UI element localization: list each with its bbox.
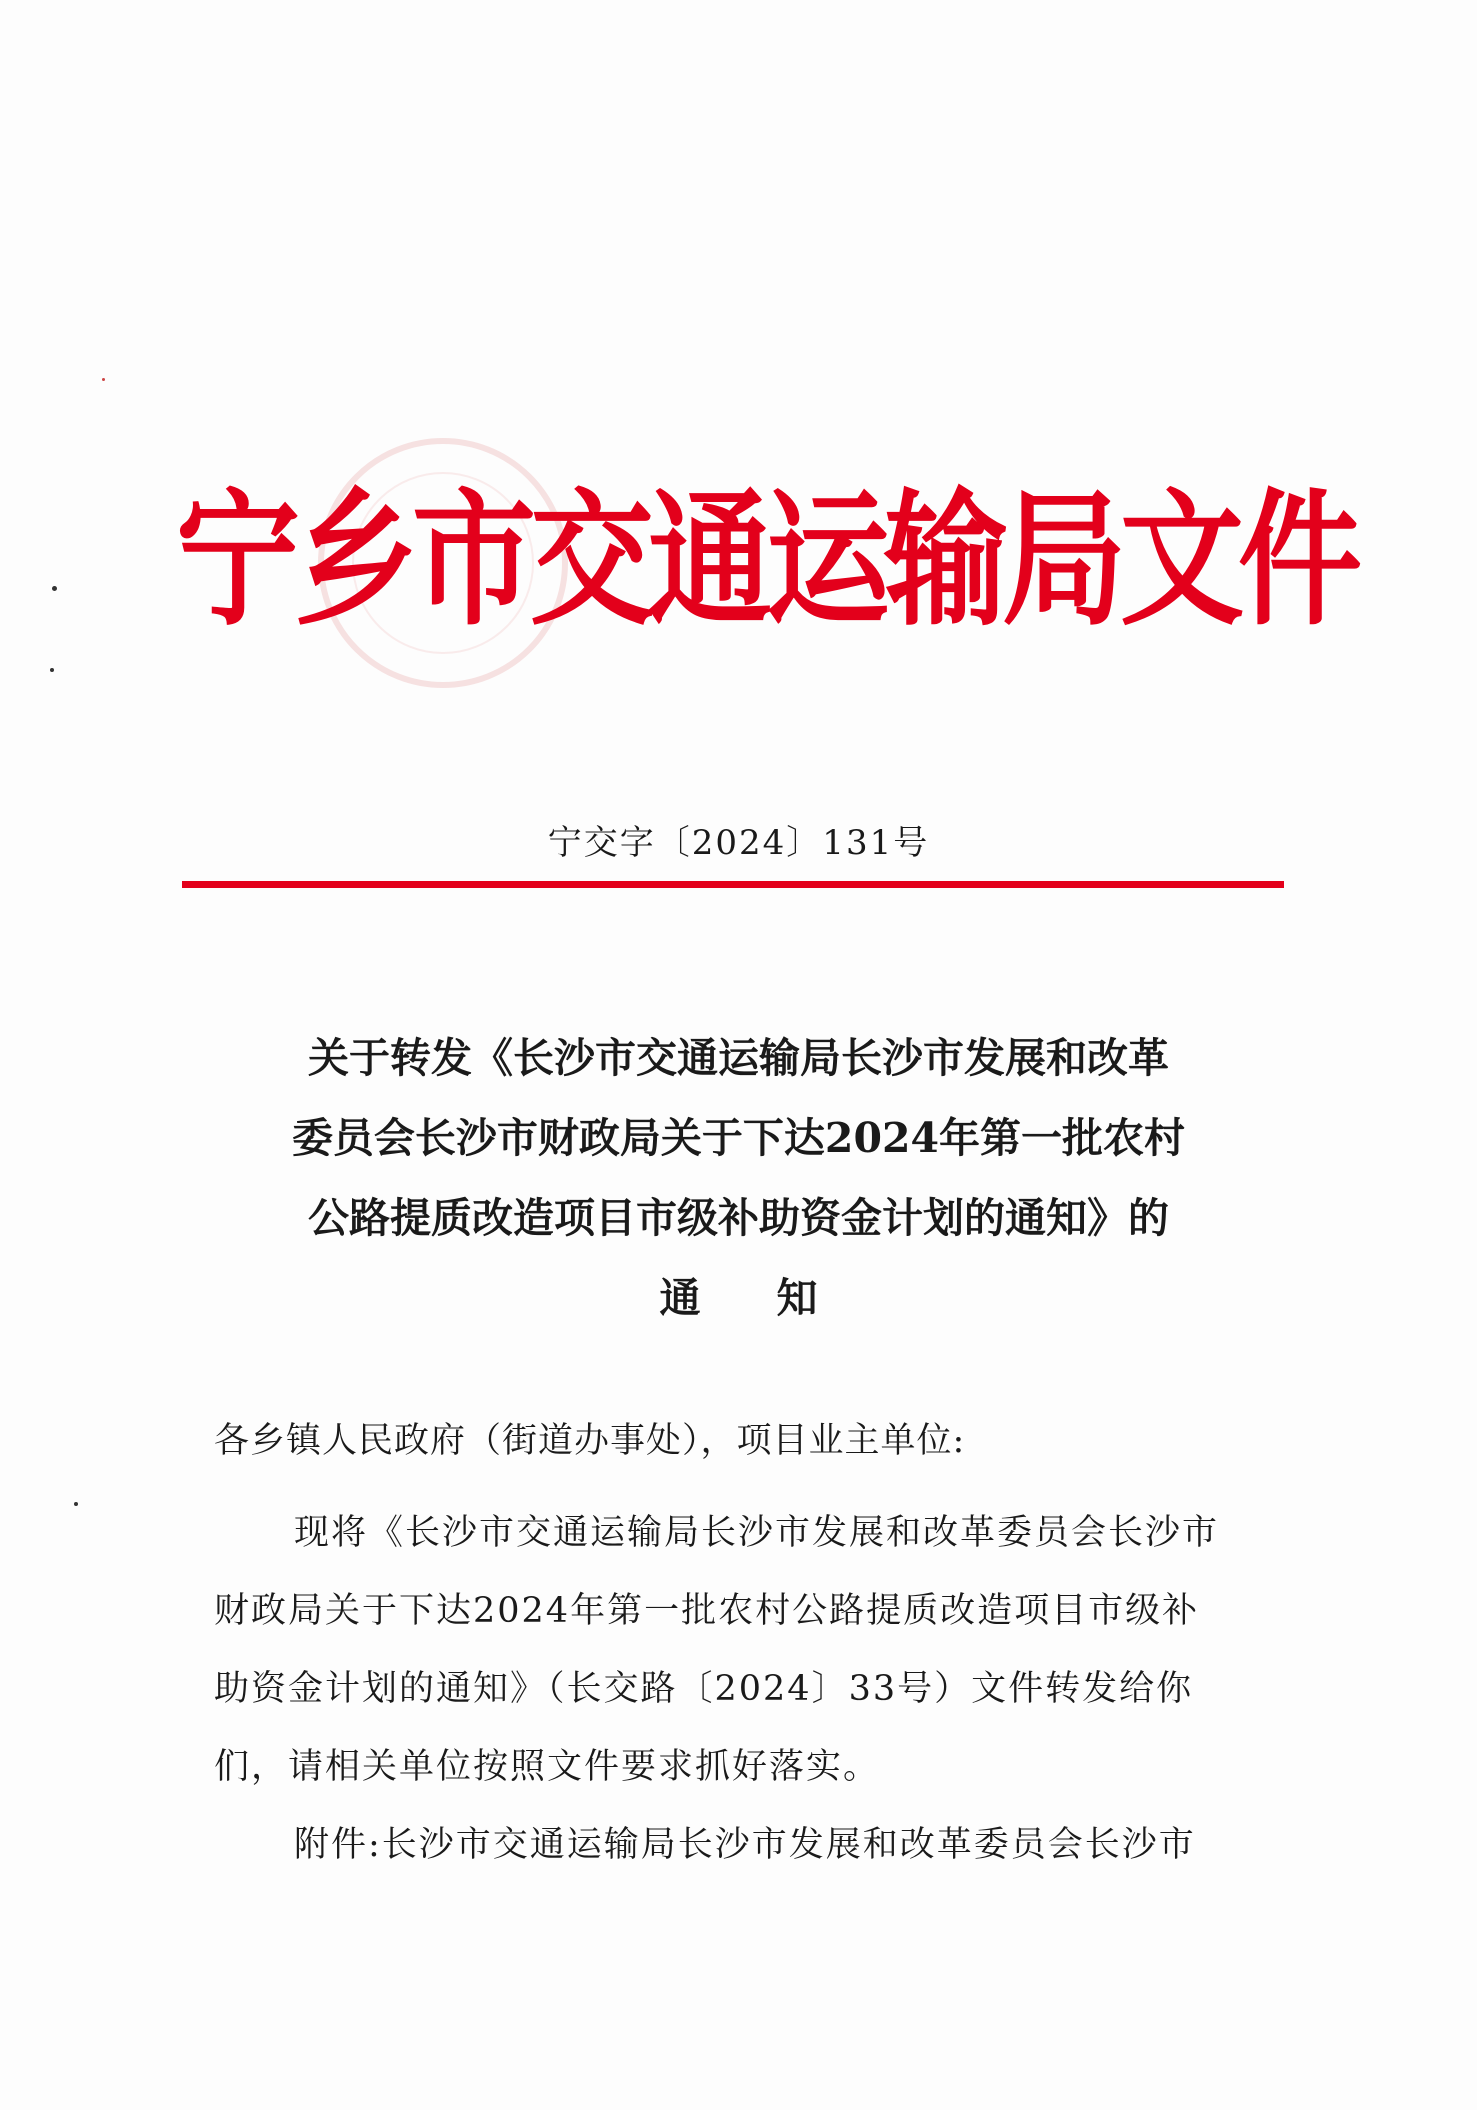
scan-speck: [52, 586, 57, 591]
body-line-5: 附件:长沙市交通运输局长沙市发展和改革委员会长沙市: [294, 1825, 1196, 1865]
document-title: [200, 1018, 1277, 1338]
salutation: 各乡镇人民政府（街道办事处），项目业主单位:: [214, 1421, 966, 1461]
scan-speck: [102, 378, 105, 381]
document-header-title: 宁乡市交通运输局文件: [176, 475, 1357, 647]
body-line-4: 们，请相关单位按照文件要求抓好落实。: [214, 1747, 881, 1787]
title-line-4: 通知: [659, 1274, 894, 1322]
body-line-1: 现将《长沙市交通运输局长沙市发展和改革委员会长沙市: [294, 1513, 1220, 1553]
title-line-1: 关于转发《长沙市交通运输局长沙市发展和改革: [308, 1034, 1169, 1082]
body-text: [214, 1494, 1274, 1884]
red-separator-line: [182, 881, 1284, 888]
scan-speck: [74, 1502, 78, 1506]
document-number: 宁交字〔2024〕131号: [547, 823, 930, 863]
title-line-3: 公路提质改造项目市级补助资金计划的通知》的: [308, 1194, 1169, 1242]
body-line-2: 财政局关于下达2024年第一批农村公路提质改造项目市级补: [214, 1591, 1200, 1631]
scan-speck: [50, 668, 54, 672]
title-line-2: 委员会长沙市财政局关于下达2024年第一批农村: [291, 1114, 1186, 1162]
body-line-3: 助资金计划的通知》（长交路〔2024〕33号）文件转发给你: [214, 1669, 1194, 1709]
